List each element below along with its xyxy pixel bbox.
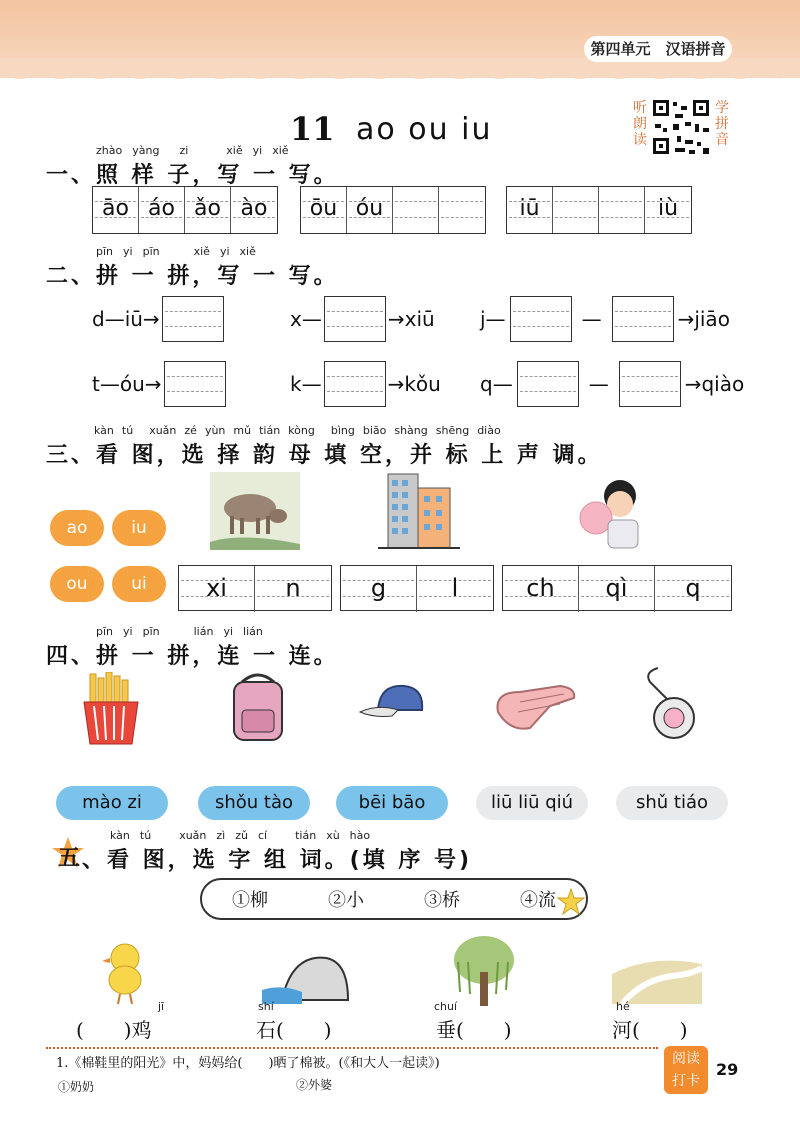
reading-checkin-badge[interactable]: 阅读 打卡 (664, 1046, 708, 1094)
cap-icon[interactable] (358, 680, 434, 724)
yoyo-icon[interactable] (640, 662, 700, 742)
s3-grid-1 (178, 565, 332, 611)
answer-blank[interactable]: ( )鸡 (76, 1018, 152, 1042)
word-pill[interactable]: shǔ tiáo (616, 786, 728, 820)
reading-option[interactable]: ①奶奶 (58, 1080, 95, 1094)
grid-cell-blank[interactable] (439, 187, 485, 233)
reading-question: 1.《棉鞋里的阳光》中，妈妈给( )晒了棉被。(《和大人一起读》) (56, 1056, 440, 1071)
s2-r1-b: x— →xiū (290, 296, 435, 342)
chick-icon (100, 936, 150, 1006)
s5-number: 五 (58, 846, 84, 871)
cow-drinking-icon (210, 472, 300, 550)
s1-title: 一、照 样 子，写 一 写。 (46, 163, 339, 188)
choice-item[interactable]: ②小 (328, 890, 364, 911)
qr-caption-left: 听朗读 (633, 100, 647, 148)
grid-cell: iù (645, 187, 691, 233)
lesson-number: 11 (290, 110, 335, 148)
french-fries-icon[interactable] (80, 672, 142, 746)
answer-box[interactable] (612, 296, 674, 342)
answer-pinyin: chuí (434, 1000, 458, 1013)
reading-option[interactable]: ②外婆 (296, 1078, 333, 1092)
s2-title: 二、拼 一 拼，写 一 写。 (46, 264, 339, 289)
option-cloud[interactable]: ou (50, 566, 104, 602)
choice-item[interactable]: ①柳 (232, 890, 268, 911)
answer-blank[interactable]: 石( ) (256, 1018, 332, 1042)
s1-grid-c (506, 186, 692, 234)
grid-cell: óu (347, 187, 393, 233)
s2-r2-b: k— →kǒu (290, 361, 441, 407)
answer-blank[interactable]: 垂( ) (436, 1018, 512, 1042)
choice-item[interactable]: ④流 (520, 890, 556, 911)
s3-title: 三、看 图，选 择 韵 母 填 空，并 标 上 声 调。 (46, 443, 603, 468)
s4-title: 四、拼 一 拼，连 一 连。 (46, 644, 339, 669)
grid-cell: iū (507, 187, 553, 233)
option-cloud[interactable]: ao (50, 510, 104, 546)
banner-wave (0, 58, 800, 92)
s3-pinyin: kàn tú xuǎn zé yùn mǔ tián kòng bìng biāo shàng shēng diào (94, 424, 501, 437)
buildings-icon (378, 470, 460, 550)
grid-cell-blank[interactable] (553, 187, 599, 233)
unit-label: 第四单元 汉语拼音 (584, 36, 732, 62)
lesson-title: ao ou iu (356, 112, 493, 147)
s2-r2-c: q— — →qiào (480, 361, 744, 407)
answer-box[interactable] (619, 361, 681, 407)
grid-cell-blank[interactable] (599, 187, 645, 233)
s3-grid-3 (502, 565, 732, 611)
grid-cell: ōu (301, 187, 347, 233)
answer-pinyin: hé (616, 1000, 630, 1013)
s4-pinyin: pīn yi pīn lián yi lián (96, 625, 263, 638)
s2-r2-a: t—óu→ (92, 361, 226, 407)
s2-pinyin: pīn yi pīn xiě yi xiě (96, 245, 256, 258)
grid-cell: āo (93, 187, 139, 233)
grid-cell: xi (179, 566, 255, 612)
s3-grid-2 (340, 565, 494, 611)
qr-code-icon[interactable] (651, 98, 711, 156)
answer-box[interactable] (517, 361, 579, 407)
answer-pinyin: jī (158, 1000, 165, 1013)
answer-pinyin: shí (258, 1000, 274, 1013)
word-pill[interactable]: bēi bāo (336, 786, 448, 820)
choice-box (200, 878, 588, 920)
boy-blowing-bubble-icon (576, 474, 646, 550)
answer-blank[interactable]: 河( ) (612, 1018, 688, 1042)
grid-cell: ch (503, 566, 579, 612)
grid-cell: q (655, 566, 731, 612)
option-cloud[interactable]: ui (112, 566, 166, 602)
grid-cell: áo (139, 187, 185, 233)
answer-box[interactable] (324, 361, 386, 407)
s5-title: 、看 图，选 字 组 词。(填 序 号) (82, 848, 473, 873)
grid-cell: n (255, 566, 331, 612)
s2-r1-c: j— — →jiāo (480, 296, 730, 342)
answer-box[interactable] (324, 296, 386, 342)
word-pill[interactable]: shǒu tào (198, 786, 310, 820)
willow-tree-icon (448, 932, 518, 1008)
s2-r1-a: d—iū→ (92, 296, 224, 342)
qr-caption-right: 学拼音 (715, 100, 729, 148)
grid-cell-blank[interactable] (393, 187, 439, 233)
choice-item[interactable]: ③桥 (424, 890, 460, 911)
grid-cell: g (341, 566, 417, 612)
grid-cell: ǎo (185, 187, 231, 233)
s1-grid-b (300, 186, 486, 234)
answer-box[interactable] (510, 296, 572, 342)
star-icon (556, 888, 586, 916)
word-pill[interactable]: liū liū qiú (476, 786, 588, 820)
option-cloud[interactable]: iu (112, 510, 166, 546)
gloves-icon[interactable] (490, 672, 580, 736)
backpack-icon[interactable] (226, 668, 290, 744)
grid-cell: qì (579, 566, 655, 612)
river-icon (612, 954, 702, 1004)
page-number: 29 (716, 1060, 739, 1079)
s1-pinyin: zhào yàng zi xiě yi xiě (96, 144, 289, 157)
grid-cell: ào (231, 187, 277, 233)
s1-grid-a (92, 186, 278, 234)
stone-bridge-icon (262, 950, 352, 1004)
footer-divider (46, 1047, 658, 1049)
word-pill[interactable]: mào zi (56, 786, 168, 820)
s5-pinyin: kàn tú xuǎn zì zǔ cí tián xù hào (110, 829, 371, 842)
answer-box[interactable] (162, 296, 224, 342)
answer-box[interactable] (164, 361, 226, 407)
grid-cell: l (417, 566, 493, 612)
